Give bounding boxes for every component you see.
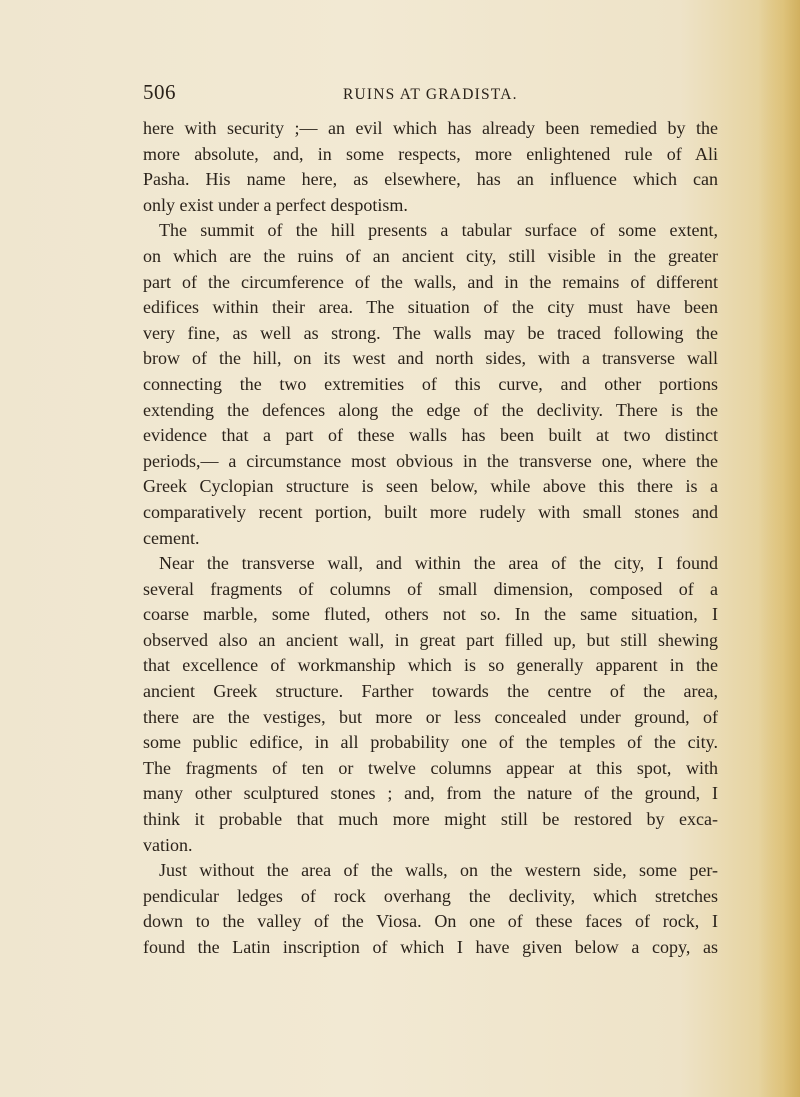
text-line: pendicular ledges of rock overhang the declivity, which stretches bbox=[143, 885, 718, 906]
text-line: brow of the hill, on its west and north sides, with a transverse wall bbox=[143, 348, 718, 369]
running-head: RUINS AT GRADISTA. bbox=[343, 86, 518, 103]
text-line: connecting the two extremities of this curve, and other portions bbox=[143, 373, 718, 394]
text-line: only exist under a perfect despotism. bbox=[143, 194, 408, 215]
text-line: The fragments of ten or twelve columns appear at this spot, with bbox=[143, 757, 718, 778]
text-line: cement. bbox=[143, 527, 200, 548]
text-line: here with security ;— an evil which has already been remedied by the bbox=[143, 118, 718, 138]
text-line: many other sculptured stones ; and, from the nature of the ground, I bbox=[143, 783, 718, 804]
text-line: Near the transverse wall, and within the area of the city, I found bbox=[159, 553, 718, 574]
body-text bbox=[143, 116, 718, 961]
text-line: some public edifice, in all probability one of the temples of the city. bbox=[143, 732, 718, 753]
text-line: Pasha. His name here, as elsewhere, has an influence which can bbox=[143, 169, 718, 190]
text-line: Just without the area of the walls, on the western side, some per- bbox=[159, 860, 718, 881]
text-line: down to the valley of the Viosa. On one of these faces of rock, I bbox=[143, 911, 718, 932]
text-line: that excellence of workmanship which is so generally apparent in the bbox=[143, 655, 718, 676]
page-edge-stain bbox=[758, 0, 800, 1097]
text-line: several fragments of columns of small dimension, composed of a bbox=[143, 578, 718, 599]
text-line: part of the circumference of the walls, and in the remains of different bbox=[143, 271, 718, 292]
text-line: coarse marble, some fluted, others not so. In the same situation, I bbox=[143, 604, 718, 625]
text-line: there are the vestiges, but more or less concealed under ground, of bbox=[143, 706, 718, 727]
text-line: comparatively recent portion, built more rudely with small stones and bbox=[143, 501, 718, 522]
text-line: on which are the ruins of an ancient city, still visible in the greater bbox=[143, 245, 718, 266]
text-line: extending the defences along the edge of the declivity. There is the bbox=[143, 399, 718, 420]
page-number: 506 bbox=[143, 80, 176, 104]
text-line: observed also an ancient wall, in great part filled up, but still shewing bbox=[143, 629, 718, 650]
text-line: more absolute, and, in some respects, more enlightened rule of Ali bbox=[143, 143, 718, 164]
text-line: think it probable that much more might still be restored by exca- bbox=[143, 809, 718, 830]
text-line: periods,— a circumstance most obvious in the transverse one, where the bbox=[143, 450, 718, 471]
text-line: ancient Greek structure. Farther towards the centre of the area, bbox=[143, 681, 718, 702]
page-header bbox=[143, 78, 718, 108]
text-line: found the Latin inscription of which I have given below a copy, as bbox=[143, 937, 718, 957]
text-line: edifices within their area. The situation of the city must have been bbox=[143, 297, 718, 318]
text-line: vation. bbox=[143, 834, 193, 855]
text-line: The summit of the hill presents a tabular surface of some extent, bbox=[159, 220, 718, 241]
text-line: evidence that a part of these walls has been built at two distinct bbox=[143, 425, 718, 446]
text-line: Greek Cyclopian structure is seen below, while above this there is a bbox=[143, 476, 718, 497]
text-line: very fine, as well as strong. The walls may be traced following the bbox=[143, 322, 718, 343]
